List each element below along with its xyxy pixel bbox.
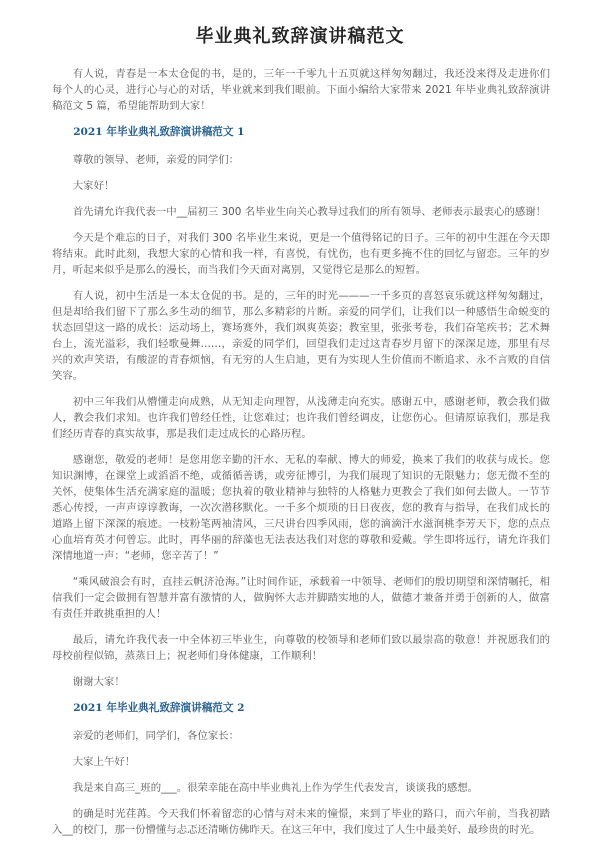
paragraph: 有人说，初中生活是一本太仓促的书。是的，三年的时光———一千多页的喜怒哀乐就这样匆匆翻过，但是却给我们留下了那么多生动的细节，那么多精彩的片断。亲爱的同学们，让我们以一种感悟生命蜕变的状态回望这一路的成长：运动场上，赛场赛外，我们飒爽英姿；教室里，张张考卷，我们奋笔疾书；艺术舞台上，流光溢彩，我们轻歌曼舞……，亲爱的同学们，回望我们走过这青春岁月留下的深深足迹，那里有尽兴的欢声笑语，有酸涩的青春烦恼，有无穷的人生启迪，更有为实现人生价值而不断追求、永不言败的自信笑容。 [52,290,550,382]
paragraph: 感谢您，敬爱的老师！是您用您辛勤的汗水、无私的奉献、博大的师爱，换来了我们的收获与成长。您知识渊博，在课堂上或滔滔不绝，或循循善诱，或旁征博引，为我们展现了知识的无限魅力；您无微不至的关怀，使集体生活充满家庭的温暖；您执着的敬业精神与独特的人格魅力更教会了我们如何去做人。一节节悉心传授，一声声谆谆教诲，一次次潜移默化。一千多个烦琐的日日夜夜，您的教育与指导，在我们成长的道路上留下深深的痕迹。一枝粉笔两袖清风，三尺讲台四季风雨，您的滴滴汗水滋润桃李芳天下，您的点点心血培育英才何曾忘。此时，再华丽的辞藻也无法表达我们对您的尊敬和爱戴。学生即将远行，请允许我们深情地道一声：“老师，您辛苦了！” [52,454,550,562]
document-title: 毕业典礼致辞演讲稿范文 [195,26,405,47]
paragraph: 亲爱的老师们，同学们，各位家长： [72,730,240,742]
paragraph: 今天是个难忘的日子，对我们 300 名毕业生来说，更是一个值得铭记的日子。三年的初中生涯在今天即将结束。此时此刻，我想大家的心情和我一样，有喜悦，有忧伤，也有更多掩不住的回忆与留恋。三年的岁月，听起来似乎是那么的漫长，而当我们今天面对离别，又觉得它是那么的短暂。 [52,232,550,276]
paragraph: 大家好！ [72,180,115,192]
paragraph: 大家上午好！ [72,756,136,768]
document-body [52,66,550,848]
paragraph: “乘风破浪会有时，直挂云帆济沧海。”让时间作证，承载着一中领导、老师们的殷切期望和深情嘱托，相信我们一定会做拥有智慧并富有激情的人，做胸怀大志并脚踏实地的人，做德才兼备并勇于创新的人，做富有责任并敢挑重担的人！ [52,576,550,620]
intro-paragraph: 有人说，青春是一本太仓促的书，是的，三年一千零九十五页就这样匆匆翻过，我还没来得及走进你们每个人的心灵，进行心与心的对话，毕业就来到我们眼前。下面小编给大家带来 2021 年毕业典礼致辞演讲稿范文 5 篇，希望能帮助到大家！ [52,68,550,112]
paragraph: 我是来自高三_班的___。很荣幸能在高中毕业典礼上作为学生代表发言，谈谈我的感想。 [72,782,479,794]
section-heading-1: 2021 年毕业典礼致辞演讲稿范文 1 [73,126,245,138]
paragraph: 初中三年我们从懵懂走向成熟，从无知走向理智，从浅薄走向充实。感谢五中，感谢老师，教会我们做人，教会我们求知。也许我们曾经任性，让您难过；也许我们曾经调皮，让您伤心。但请原谅我们，那是我们经历青春的真实故事，那是我们走过成长的心路历程。 [52,396,550,440]
paragraph: 尊敬的领导、老师，亲爱的同学们： [72,154,240,166]
paragraph: 的确是时光荏苒。今天我们怀着留恋的心情与对未来的憧憬，来到了毕业的路口，而六年前，当我初踏入__的校门，那一份懵懂与忐忑还清晰仿佛昨天。在这三年中，我们度过了人生中最美好、最珍贵的时光。 [52,808,550,836]
paragraph: 首先请允许我代表一中__届初三 300 名毕业生向关心教导过我们的所有领导、老师表示最衷心的感谢！ [72,206,547,218]
paragraph: 最后，请允许我代表一中全体初三毕业生，向尊敬的校领导和老师们致以最崇高的敬意！并祝愿我们的母校前程似锦，蒸蒸日上；祝老师们身体健康，工作顺利！ [52,634,550,662]
paragraph: 谢谢大家！ [72,676,125,688]
section-heading-2: 2021 年毕业典礼致辞演讲稿范文 2 [73,702,245,714]
